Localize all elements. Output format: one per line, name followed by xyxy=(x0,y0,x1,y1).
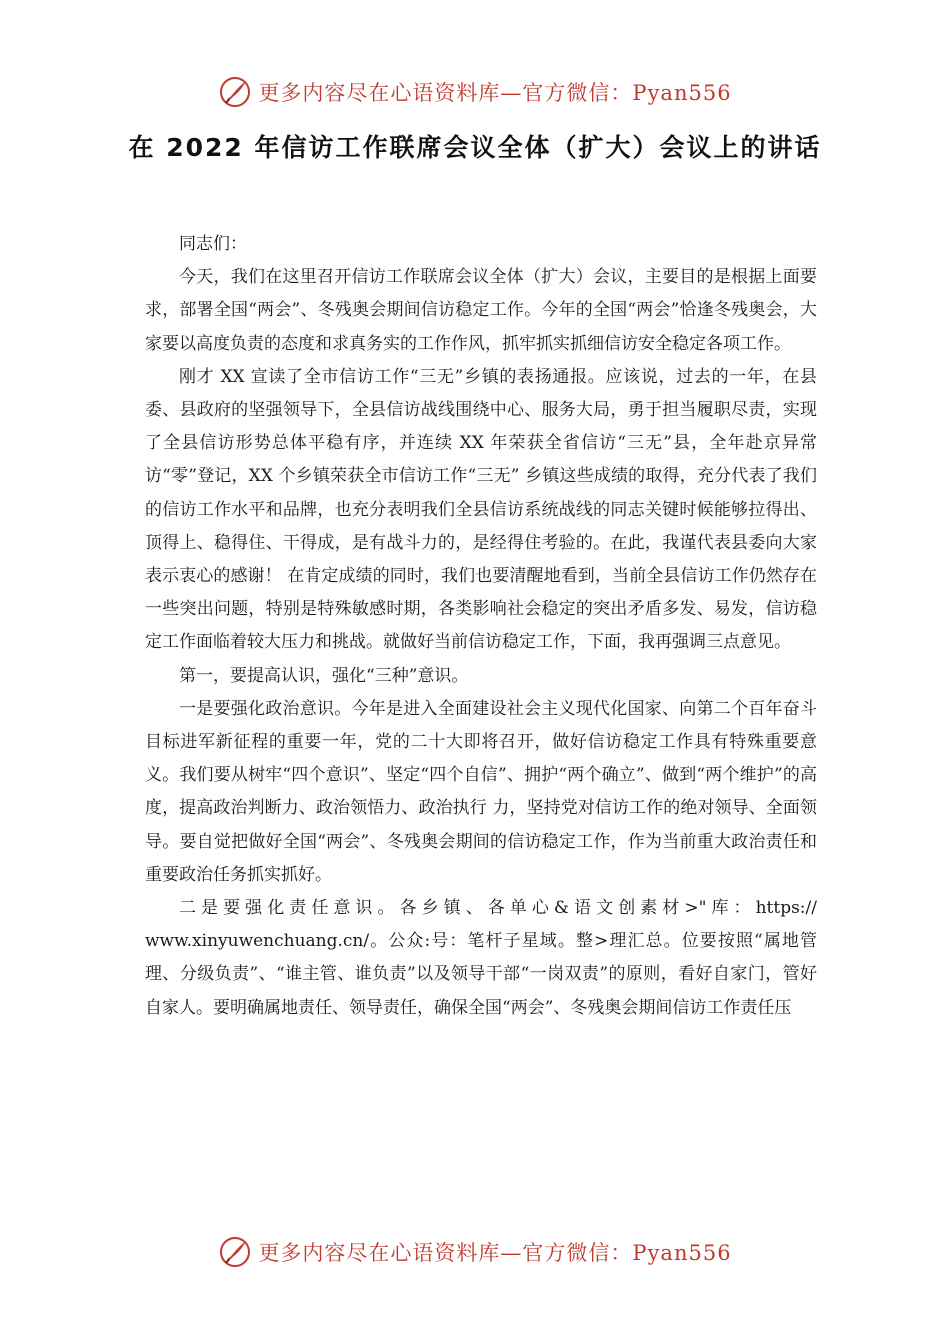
banner-text: 更多内容尽在心语资料库—官方微信：Pyan556 xyxy=(258,81,732,105)
paragraph: 二是要强化责任意识。各乡镇、各单心&语文创素材>"库：https:// www.xinyuwenchuang.cn/。公众:号：笔杆子星域。整>理汇总。位要按照“属地管理、分级负责”、“谁主管、谁负责”以及领导干部“一岗双责”的原则，看好自家门，管好自家人。要明确属地责任、领导责任，确保全国“两会”、冬残奥会期间信访工作责任压 xyxy=(145,898,817,1018)
footer-banner xyxy=(0,1232,950,1272)
quill-pen-icon xyxy=(218,1235,252,1269)
paragraph-salutation: 同志们： xyxy=(179,234,247,254)
paragraph: 刚才 XX 宣读了全市信访工作“三无”乡镇的表扬通报。应该说，过去的一年，在县委、县政府的坚强领导下，全县信访战线围绕中心、服务大局，勇于担当履职尽责，实现了全县信访形势总体平稳有序，并连续 XX 年荣获全省信访“三无”县，全年赴京异常访“零”登记，XX 个乡镇荣获全市信访工作“三无” 乡镇这些成绩的取得，充分代表了我们的信访工作水平和品牌，也充分表明我们全县信访系统战线的同志关键时候能够拉得出、顶得上、稳得住、干得成，是有战斗力的，是经得住考验的。在此，我谨代表县委向大家表示衷心的感谢！ 在肯定成绩的同时，我们也要清醒地看到，当前全县信访工作仍然存在一些突出问题，特别是特殊敏感时期，各类影响社会稳定的突出矛盾多发、易发，信访稳定工作面临着较大压力和挑战。就做好当前信访稳定工作，下面，我再强调三点意见。 xyxy=(145,366,817,653)
banner-text: 更多内容尽在心语资料库—官方微信：Pyan556 xyxy=(258,1241,732,1265)
header-banner xyxy=(0,72,950,112)
paragraph: 今天，我们在这里召开信访工作联席会议全体（扩大）会议，主要目的是根据上面要求，部署全国“两会”、冬残奥会期间信访稳定工作。今年的全国“两会”恰逢冬残奥会，大家要以高度负责的态度和求真务实的工作作风，抓牢抓实抓细信访安全稳定各项工作。 xyxy=(145,267,817,354)
document-title: 在 2022 年信访工作联席会议全体（扩大）会议上的讲话 xyxy=(128,133,822,162)
paragraph: 一是要强化政治意识。今年是进入全面建设社会主义现代化国家、向第二个百年奋斗目标进军新征程的重要一年，党的二十大即将召开，做好信访稳定工作具有特殊重要意义。我们要从树牢“四个意识”、坚定“四个自信”、拥护“两个确立”、做到“两个维护”的高度，提高政治判断力、政治领悟力、政治执行 力，坚持党对信访工作的绝对领导、全面领导。要自觉把做好全国“两会”、冬残奥会期间的信访稳定工作，作为当前重大政治责任和重要政治任务抓实抓好。 xyxy=(145,698,817,885)
document-body xyxy=(145,228,817,1025)
quill-pen-icon xyxy=(218,75,252,109)
paragraph-heading: 第一，要提高认识，强化“三种”意识。 xyxy=(179,665,469,686)
